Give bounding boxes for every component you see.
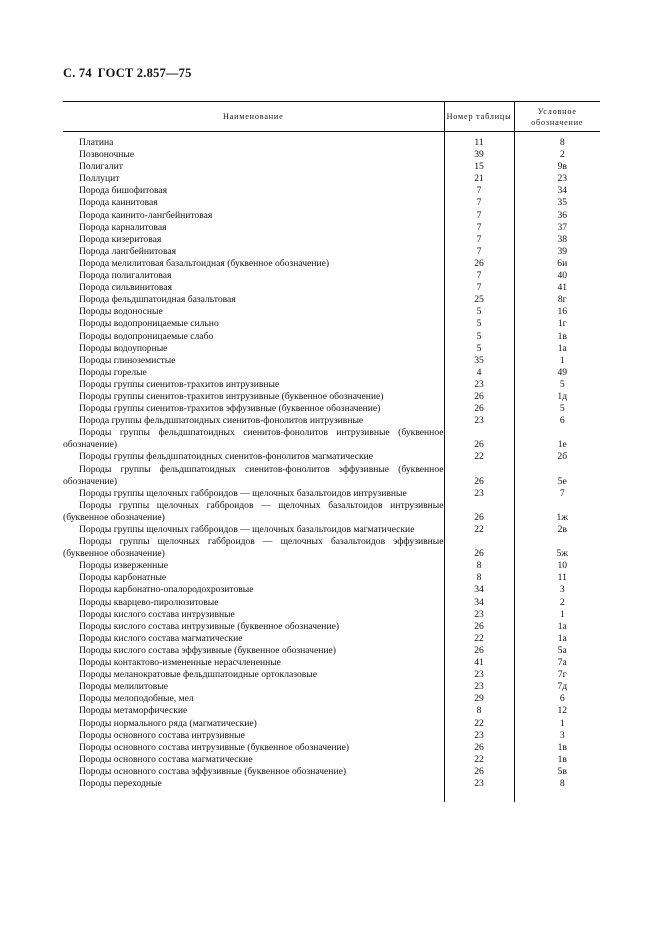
row-table-number: 29 (444, 693, 514, 705)
row-name: Породы группы щелочных габброидов — щелочных базальтоидов эффузивные (буквенное обозначение) (63, 536, 444, 560)
table-row (63, 331, 600, 343)
row-name: Породы группы фельдшпатоидных сиенитов-фонолитов эффузивные (буквенное обозначение) (63, 463, 444, 487)
row-name: Породы карбонатно-опалородохрозитовые (79, 584, 254, 596)
row-table-number: 22 (444, 754, 514, 766)
table-row (63, 391, 600, 403)
row-name: Породы кислого состава эффузивные (буквенное обозначение) (79, 644, 336, 656)
row-table-number: 8 (444, 705, 514, 717)
row-table-number: 41 (444, 657, 514, 669)
row-name: Поллуцит (79, 173, 120, 185)
row-table-number: 23 (444, 609, 514, 621)
row-table-number: 8 (444, 560, 514, 572)
row-name: Порода каинито-лангбейнитовая (79, 209, 213, 221)
row-name: Породы водопроницаемые сильно (79, 318, 219, 330)
row-name: Породы основного состава эффузивные (буквенное обозначение) (79, 765, 347, 777)
row-designation: 8 (514, 132, 600, 150)
row-table-number: 7 (444, 270, 514, 282)
row-designation: 2 (514, 597, 600, 609)
row-name: Породы метаморфические (79, 705, 188, 717)
table-header (63, 102, 600, 132)
row-name: Породы группы фельдшпатоидных сиенитов-фонолитов магматические (79, 451, 374, 463)
row-name: Породы глиноземистые (79, 354, 176, 366)
row-designation: 1 (514, 355, 600, 367)
table-row (63, 754, 600, 766)
table-row (63, 234, 600, 246)
row-designation: 7 (514, 488, 600, 500)
row-designation: 1е (514, 427, 600, 451)
row-name: Породы мелоподобные, мел (79, 693, 194, 705)
table-row (63, 427, 600, 451)
row-table-number: 7 (444, 246, 514, 258)
row-designation: 3 (514, 730, 600, 742)
row-designation: 1в (514, 742, 600, 754)
table-row (63, 318, 600, 330)
row-name: Породы переходные (79, 777, 162, 789)
table-row (63, 778, 600, 802)
row-table-number: 7 (444, 185, 514, 197)
table-row (63, 621, 600, 633)
row-designation: 1а (514, 633, 600, 645)
table-row (63, 185, 600, 197)
row-designation: 1в (514, 754, 600, 766)
row-designation: 38 (514, 234, 600, 246)
row-name: Породы мелилитовые (79, 681, 169, 693)
row-table-number: 4 (444, 367, 514, 379)
row-table-number: 23 (444, 379, 514, 391)
table-row (63, 766, 600, 778)
row-name: Порода сильвинитовая (79, 282, 173, 294)
row-name: Порода кизеритовая (79, 233, 162, 245)
index-table (63, 101, 600, 802)
row-table-number: 26 (444, 391, 514, 403)
row-designation: 2б (514, 451, 600, 463)
row-name: Породы группы фельдшпатоидных сиенитов-фонолитов интрузивные (буквенное обозначение) (63, 427, 444, 451)
row-designation: 41 (514, 282, 600, 294)
row-table-number: 35 (444, 355, 514, 367)
row-designation: 12 (514, 705, 600, 717)
table-row (63, 149, 600, 161)
table-row (63, 403, 600, 415)
row-name: Породы кислого состава интрузивные (79, 608, 235, 620)
row-table-number: 23 (444, 778, 514, 802)
row-name: Породы горелые (79, 366, 147, 378)
row-name: Породы водоносные (79, 306, 163, 318)
row-table-number: 8 (444, 572, 514, 584)
row-name: Породы водопроницаемые слабо (79, 330, 214, 342)
row-designation: 5ж (514, 536, 600, 560)
table-row (63, 464, 600, 488)
row-designation: 6 (514, 693, 600, 705)
table-row (63, 693, 600, 705)
row-designation: 8г (514, 294, 600, 306)
row-designation: 7а (514, 657, 600, 669)
row-table-number: 7 (444, 234, 514, 246)
row-designation: 1а (514, 343, 600, 355)
row-table-number: 23 (444, 415, 514, 427)
row-table-number: 11 (444, 132, 514, 150)
table-row (63, 355, 600, 367)
row-name: Полигалит (79, 161, 123, 173)
row-designation: 39 (514, 246, 600, 258)
table-row (63, 343, 600, 355)
row-table-number: 26 (444, 742, 514, 754)
row-designation: 5а (514, 645, 600, 657)
row-name: Породы меланократовые фельдшпатоидные ортоклазовые (79, 669, 318, 681)
table-row (63, 222, 600, 234)
table-row (63, 306, 600, 318)
table-row (63, 294, 600, 306)
row-name: Породы группы щелочных габброидов — щелочных базальтоидов магматические (79, 524, 415, 535)
page-header (63, 66, 192, 81)
table-row (63, 584, 600, 596)
row-table-number: 22 (444, 633, 514, 645)
row-table-number: 23 (444, 730, 514, 742)
table-row (63, 379, 600, 391)
table-row (63, 705, 600, 717)
row-table-number: 7 (444, 282, 514, 294)
row-designation: 2 (514, 149, 600, 161)
row-designation: 6 (514, 415, 600, 427)
table-row (63, 258, 600, 270)
row-table-number: 26 (444, 403, 514, 415)
row-designation: 1г (514, 318, 600, 330)
column-header-designation: Условное обозначение (514, 102, 600, 132)
row-table-number: 23 (444, 488, 514, 500)
table-row (63, 609, 600, 621)
row-table-number: 22 (444, 718, 514, 730)
row-table-number: 26 (444, 621, 514, 633)
row-name: Породы кварцево-пиролюзитовые (79, 596, 219, 608)
row-name: Порода каинитовая (79, 197, 158, 209)
row-name: Породы контактово-измененные нерасчлененные (79, 657, 281, 669)
row-name: Породы группы щелочных габброидов — щелочных базальтоидов интрузивные (буквенное обозначение) (63, 499, 444, 523)
row-designation: 9в (514, 161, 600, 173)
row-table-number: 7 (444, 222, 514, 234)
row-designation: 3 (514, 584, 600, 596)
table-row (63, 500, 600, 524)
row-designation: 5в (514, 766, 600, 778)
table-row (63, 572, 600, 584)
table-row (63, 742, 600, 754)
row-designation: 1в (514, 331, 600, 343)
row-table-number: 26 (444, 464, 514, 488)
page-number: С. 74 (63, 66, 92, 80)
row-table-number: 34 (444, 597, 514, 609)
row-table-number: 22 (444, 451, 514, 463)
table-row (63, 524, 600, 536)
row-name: Породы группы щелочных габброидов — щелочных базальтоидов интрузивные (79, 487, 407, 499)
row-name: Породы группы сиенитов-трахитов эффузивные (буквенное обозначение) (79, 403, 381, 415)
row-designation: 1а (514, 621, 600, 633)
row-designation: 1 (514, 609, 600, 621)
table-row (63, 415, 600, 427)
row-table-number: 25 (444, 294, 514, 306)
row-table-number: 15 (444, 161, 514, 173)
row-table-number: 7 (444, 197, 514, 209)
row-name: Порода лангбейнитовая (79, 245, 177, 257)
table-row (63, 282, 600, 294)
row-name: Породы кислого состава интрузивные (буквенное обозначение) (79, 620, 340, 632)
row-name: Породы основного состава интрузивные (79, 729, 245, 741)
table-row (63, 657, 600, 669)
row-name: Породы изверженные (79, 560, 168, 572)
table-row (63, 197, 600, 209)
table-row (63, 681, 600, 693)
table-row (63, 132, 600, 150)
row-designation: 36 (514, 210, 600, 222)
row-table-number: 5 (444, 331, 514, 343)
row-name: Породы основного состава интрузивные (буквенное обозначение) (79, 741, 350, 753)
row-table-number: 34 (444, 584, 514, 596)
column-header-name: Наименование (63, 102, 444, 132)
row-table-number: 5 (444, 343, 514, 355)
table-row (63, 536, 600, 560)
row-name: Порода мелилитовая базальтоидная (буквенное обозначение) (79, 257, 330, 269)
table-row (63, 597, 600, 609)
table-row (63, 730, 600, 742)
row-table-number: 5 (444, 318, 514, 330)
row-designation: 40 (514, 270, 600, 282)
row-designation: 37 (514, 222, 600, 234)
table-row (63, 645, 600, 657)
row-name: Породы карбонатные (79, 572, 167, 584)
table-row (63, 560, 600, 572)
row-name: Платина (79, 137, 114, 148)
row-table-number: 26 (444, 258, 514, 270)
table-row (63, 669, 600, 681)
row-designation: 1 (514, 718, 600, 730)
row-designation: 10 (514, 560, 600, 572)
row-table-number: 7 (444, 210, 514, 222)
row-name: Породы нормального ряда (магматические) (79, 717, 257, 729)
standard-designation: ГОСТ 2.857—75 (97, 66, 192, 80)
table-row (63, 246, 600, 258)
table-row (63, 718, 600, 730)
row-table-number: 39 (444, 149, 514, 161)
row-table-number: 5 (444, 306, 514, 318)
row-table-number: 26 (444, 500, 514, 524)
table-row (63, 451, 600, 463)
row-designation: 5е (514, 464, 600, 488)
row-designation: 49 (514, 367, 600, 379)
row-table-number: 22 (444, 524, 514, 536)
row-name: Порода карналитовая (79, 221, 167, 233)
table-row (63, 161, 600, 173)
table-row (63, 367, 600, 379)
row-name: Породы группы сиенитов-трахитов интрузивные (буквенное обозначение) (79, 390, 384, 402)
row-name: Позвоночные (79, 149, 135, 161)
row-name: Породы группы сиенитов-трахитов интрузивные (79, 378, 280, 390)
row-table-number: 23 (444, 669, 514, 681)
row-table-number: 26 (444, 645, 514, 657)
row-designation: 7г (514, 669, 600, 681)
row-table-number: 23 (444, 681, 514, 693)
row-name: Породы основного состава магматические (79, 753, 253, 765)
row-designation: 5 (514, 379, 600, 391)
row-name: Порода группы фельдшпатоидных сиенитов-фонолитов интрузивные (79, 415, 364, 427)
row-designation: 8 (514, 778, 600, 802)
row-name: Порода полигалитовая (79, 270, 172, 282)
row-table-number: 26 (444, 536, 514, 560)
row-table-number: 26 (444, 427, 514, 451)
row-name: Породы водоупорные (79, 342, 168, 354)
table-row (63, 270, 600, 282)
row-designation: 34 (514, 185, 600, 197)
table-row (63, 633, 600, 645)
row-table-number: 26 (444, 766, 514, 778)
row-designation: 16 (514, 306, 600, 318)
row-table-number: 21 (444, 173, 514, 185)
table-row (63, 210, 600, 222)
row-designation: 2в (514, 524, 600, 536)
row-name: Порода фельдшпатоидная базальтовая (79, 294, 236, 306)
table-row (63, 173, 600, 185)
row-designation: 35 (514, 197, 600, 209)
table-row (63, 488, 600, 500)
column-header-table-number: Номер таблицы (444, 102, 514, 132)
table-body (63, 132, 600, 803)
row-name: Породы кислого состава магматические (79, 632, 243, 644)
row-designation: 1ж (514, 500, 600, 524)
row-designation: 23 (514, 173, 600, 185)
row-designation: 7д (514, 681, 600, 693)
row-designation: 1д (514, 391, 600, 403)
row-designation: 5 (514, 403, 600, 415)
row-designation: 11 (514, 572, 600, 584)
row-name: Порода бишофитовая (79, 185, 168, 197)
row-designation: 6и (514, 258, 600, 270)
